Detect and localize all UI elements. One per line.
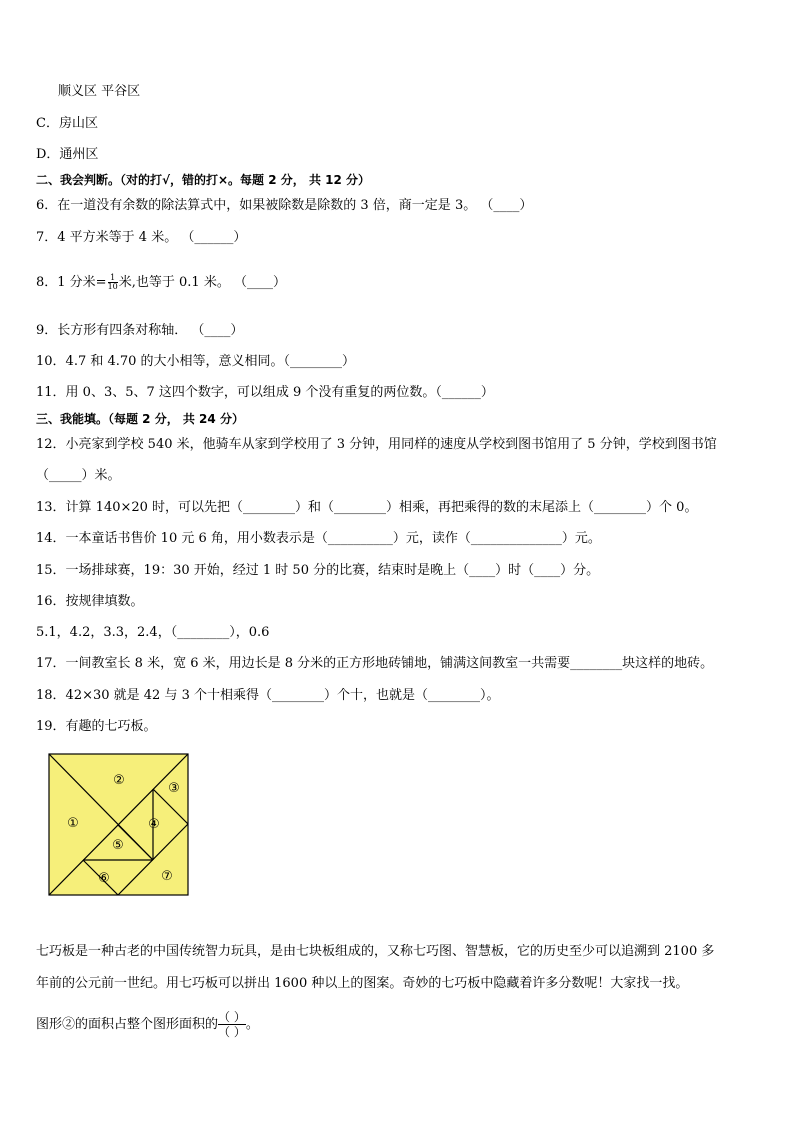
question-6: 6．在一道没有余数的除法算式中，如果被除数是除数的 3 倍，商一定是 3。 （____） [36, 198, 533, 213]
question-8 [36, 274, 286, 291]
area-question-text: 图形②的面积占整个图形面积的 [36, 1017, 219, 1032]
question-12-line-1: 12．小亮家到学校 540 米，他骑车从家到学校用了 3 分钟，用同样的速度从学校到图书馆用了 5 分钟，学校到图书馆 [36, 437, 717, 452]
tangram-label-1: ① [67, 816, 79, 831]
tangram-label-3: ③ [168, 781, 180, 796]
area-question-end: 。 [245, 1017, 259, 1032]
question-17: 17．一间教室长 8 米，宽 6 米，用边长是 8 分米的正方形地砖铺地，铺满这间教室一共需要________块这样的地砖。 [36, 656, 714, 671]
question-18: 18．42×30 就是 42 与 3 个十相乘得（________）个十，也就是（________）。 [36, 688, 500, 703]
question-12-line-2: （_____）米。 [36, 468, 121, 483]
question-8-suffix: 米,也等于 0.1 米。 （____） [118, 275, 286, 290]
answer-fraction [218, 1010, 246, 1039]
tangram-figure [48, 753, 189, 896]
section-heading-2: 二、我会判断。（对的打√，错的打×。每题 2 分， 共 12 分） [36, 173, 370, 187]
answer-denominator: （ ） [218, 1025, 246, 1039]
section-heading-3: 三、我能填。（每题 2 分， 共 24 分） [36, 412, 244, 426]
paragraph-line-1: 七巧板是一种古老的中国传统智力玩具，是由七块板组成的，又称七巧图、智慧板，它的历史至少可以追溯到 2100 多 [36, 944, 715, 959]
question-9: 9．长方形有四条对称轴． （____） [36, 323, 244, 338]
tangram-label-6: ⑥ [98, 871, 110, 886]
fraction-one-tenth [108, 274, 118, 291]
question-16-sequence: 5.1，4.2，3.3，2.4，（________），0.6 [36, 625, 270, 640]
question-13: 13．计算 140×20 时，可以先把（________）和（________）相乘，再把乘得的数的末尾添上（________）个 0。 [36, 500, 698, 515]
question-14: 14．一本童话书售价 10 元 6 角，用小数表示是（__________）元，读作（______________）元。 [36, 531, 601, 546]
question-8-prefix: 8．1 分米= [36, 275, 107, 290]
tangram-label-7: ⑦ [161, 869, 173, 884]
question-19: 19．有趣的七巧板。 [36, 719, 157, 734]
option-d: D．通州区 [36, 147, 99, 162]
option-c: C．房山区 [36, 116, 98, 131]
tangram-label-2: ② [113, 773, 125, 788]
question-7: 7．4 平方米等于 4 米。 （______） [36, 230, 247, 245]
tangram-label-4: ④ [148, 817, 160, 832]
fraction-numerator: 1 [110, 273, 116, 282]
options-a-b: 顺义区 平谷区 [58, 84, 141, 99]
tangram-label-5: ⑤ [112, 838, 124, 853]
question-15: 15．一场排球赛，19：30 开始，经过 1 时 50 分的比赛，结束时是晚上（____）时（____）分。 [36, 563, 600, 578]
question-11: 11．用 0、3、5、7 这四个数字，可以组成 9 个没有重复的两位数。（______） [36, 385, 494, 400]
question-10: 10．4.7 和 4.70 的大小相等，意义相同。（________） [36, 354, 356, 369]
answer-numerator: （ ） [218, 1010, 246, 1024]
question-16: 16．按规律填数。 [36, 594, 144, 609]
question-19-area [36, 1010, 259, 1039]
paragraph-line-2: 年前的公元前一世纪。用七巧板可以拼出 1600 种以上的图案。奇妙的七巧板中隐藏着许多分数呢！大家找一找。 [36, 976, 689, 991]
fraction-denominator: 10 [107, 282, 118, 291]
